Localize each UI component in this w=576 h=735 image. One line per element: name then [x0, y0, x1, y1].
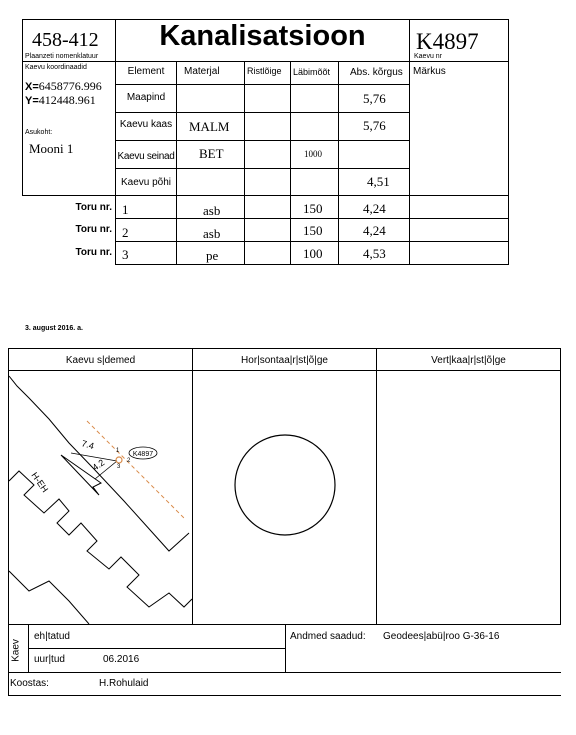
row-elevation: 5,76 [363, 91, 386, 106]
x-value: 6458776.996 [38, 79, 102, 93]
horizontal-section-drawing [193, 371, 376, 624]
header-cross-section: Ristlõige [247, 66, 282, 76]
row-elevation: 4,51 [367, 174, 390, 189]
row-elevation: 5,76 [363, 118, 386, 133]
horizontal-section-title: Hor|sontaa|r|st|õ|ge [241, 355, 328, 366]
page-title: Kanalisatsioon [159, 20, 366, 52]
document-date: 3. august 2016. a. [25, 325, 83, 332]
pipe-diameter: 150 [303, 223, 323, 238]
pipe-label: Toru nr. [75, 247, 112, 258]
pipe-number-label: 1 [116, 448, 120, 454]
data-source-value: Geodees|abü|roo G-36-16 [383, 631, 500, 642]
pipe-line [87, 421, 185, 519]
row-element: Kaevu kaas [119, 119, 173, 130]
pipe-number-label: 2 [127, 458, 131, 464]
dimension-line [71, 453, 117, 461]
row-diameter: 1000 [304, 149, 322, 159]
location-value: Mooni 1 [29, 141, 74, 156]
row-element: Kaevu seinad [117, 151, 175, 162]
header-material: Materjal [184, 66, 220, 77]
well-plan-circle [235, 435, 335, 535]
author-label: Koostas: [10, 678, 49, 689]
row-material: MALM [189, 119, 230, 134]
well-symbol [116, 457, 122, 463]
row-material: BET [199, 146, 224, 161]
header-element: Element [127, 66, 165, 77]
nomenclature: 458-412 [32, 29, 99, 51]
pipe-material: asb [203, 203, 221, 218]
header-elevation: Abs. kõrgus [350, 67, 403, 78]
well-id-caption: Kaevu nr [414, 53, 443, 60]
well-tag: K4897 [132, 451, 154, 458]
location-caption: Asukoht: [25, 129, 53, 136]
pipe-number: 2 [122, 225, 129, 240]
pipe-elevation: 4,24 [363, 223, 386, 238]
row-element: Maapind [126, 92, 166, 103]
pipe-label: Toru nr. [75, 224, 112, 235]
pipe-diameter: 150 [303, 201, 323, 216]
footer-vertical-label: Kaev [10, 639, 22, 662]
well-location-sketch [9, 371, 192, 624]
pipe-number: 1 [122, 202, 129, 217]
pipe-number-label: 3 [117, 464, 121, 470]
coords-caption: Kaevu koordinaadid [25, 64, 87, 71]
sketch-panel-title: Kaevu s|demed [65, 355, 136, 366]
building-edge [9, 571, 89, 624]
pipe-number: 3 [122, 247, 129, 262]
pipe-diameter: 100 [303, 246, 323, 261]
pipe-elevation: 4,53 [363, 246, 386, 261]
surveyed-label: uur|tud [34, 654, 65, 665]
y-label: Y= [25, 95, 39, 107]
pipe-label: Toru nr. [75, 202, 112, 213]
x-coordinate [25, 79, 102, 94]
dimension-label: 4.2 [90, 457, 107, 473]
author-value: H.Rohulaid [99, 678, 149, 689]
y-value: 412448.961 [38, 93, 96, 107]
header-diameter: Läbimõõt [293, 67, 331, 77]
well-id: K4897 [416, 29, 479, 54]
pipe-elevation: 4,24 [363, 201, 386, 216]
x-label: X= [25, 81, 39, 93]
row-element: Kaevu põhi [120, 177, 172, 188]
pipe-material: pe [206, 248, 219, 263]
surveyed-date: 06.2016 [103, 654, 140, 665]
pipe-material: asb [203, 226, 221, 241]
dimension-label: 7.4 [80, 438, 96, 452]
header-remarks: Märkus [413, 66, 446, 77]
built-label: eh|tatud [34, 631, 70, 642]
data-source-label: Andmed saadud: [290, 631, 366, 642]
nomenclature-caption: Plaanzeti nomenklatuur [25, 53, 99, 60]
building-label: H-EH [29, 470, 51, 495]
parcel-boundary [9, 471, 192, 607]
vertical-section-title: Vert|kaa|r|st|õ|ge [431, 355, 506, 366]
y-coordinate [25, 93, 96, 108]
